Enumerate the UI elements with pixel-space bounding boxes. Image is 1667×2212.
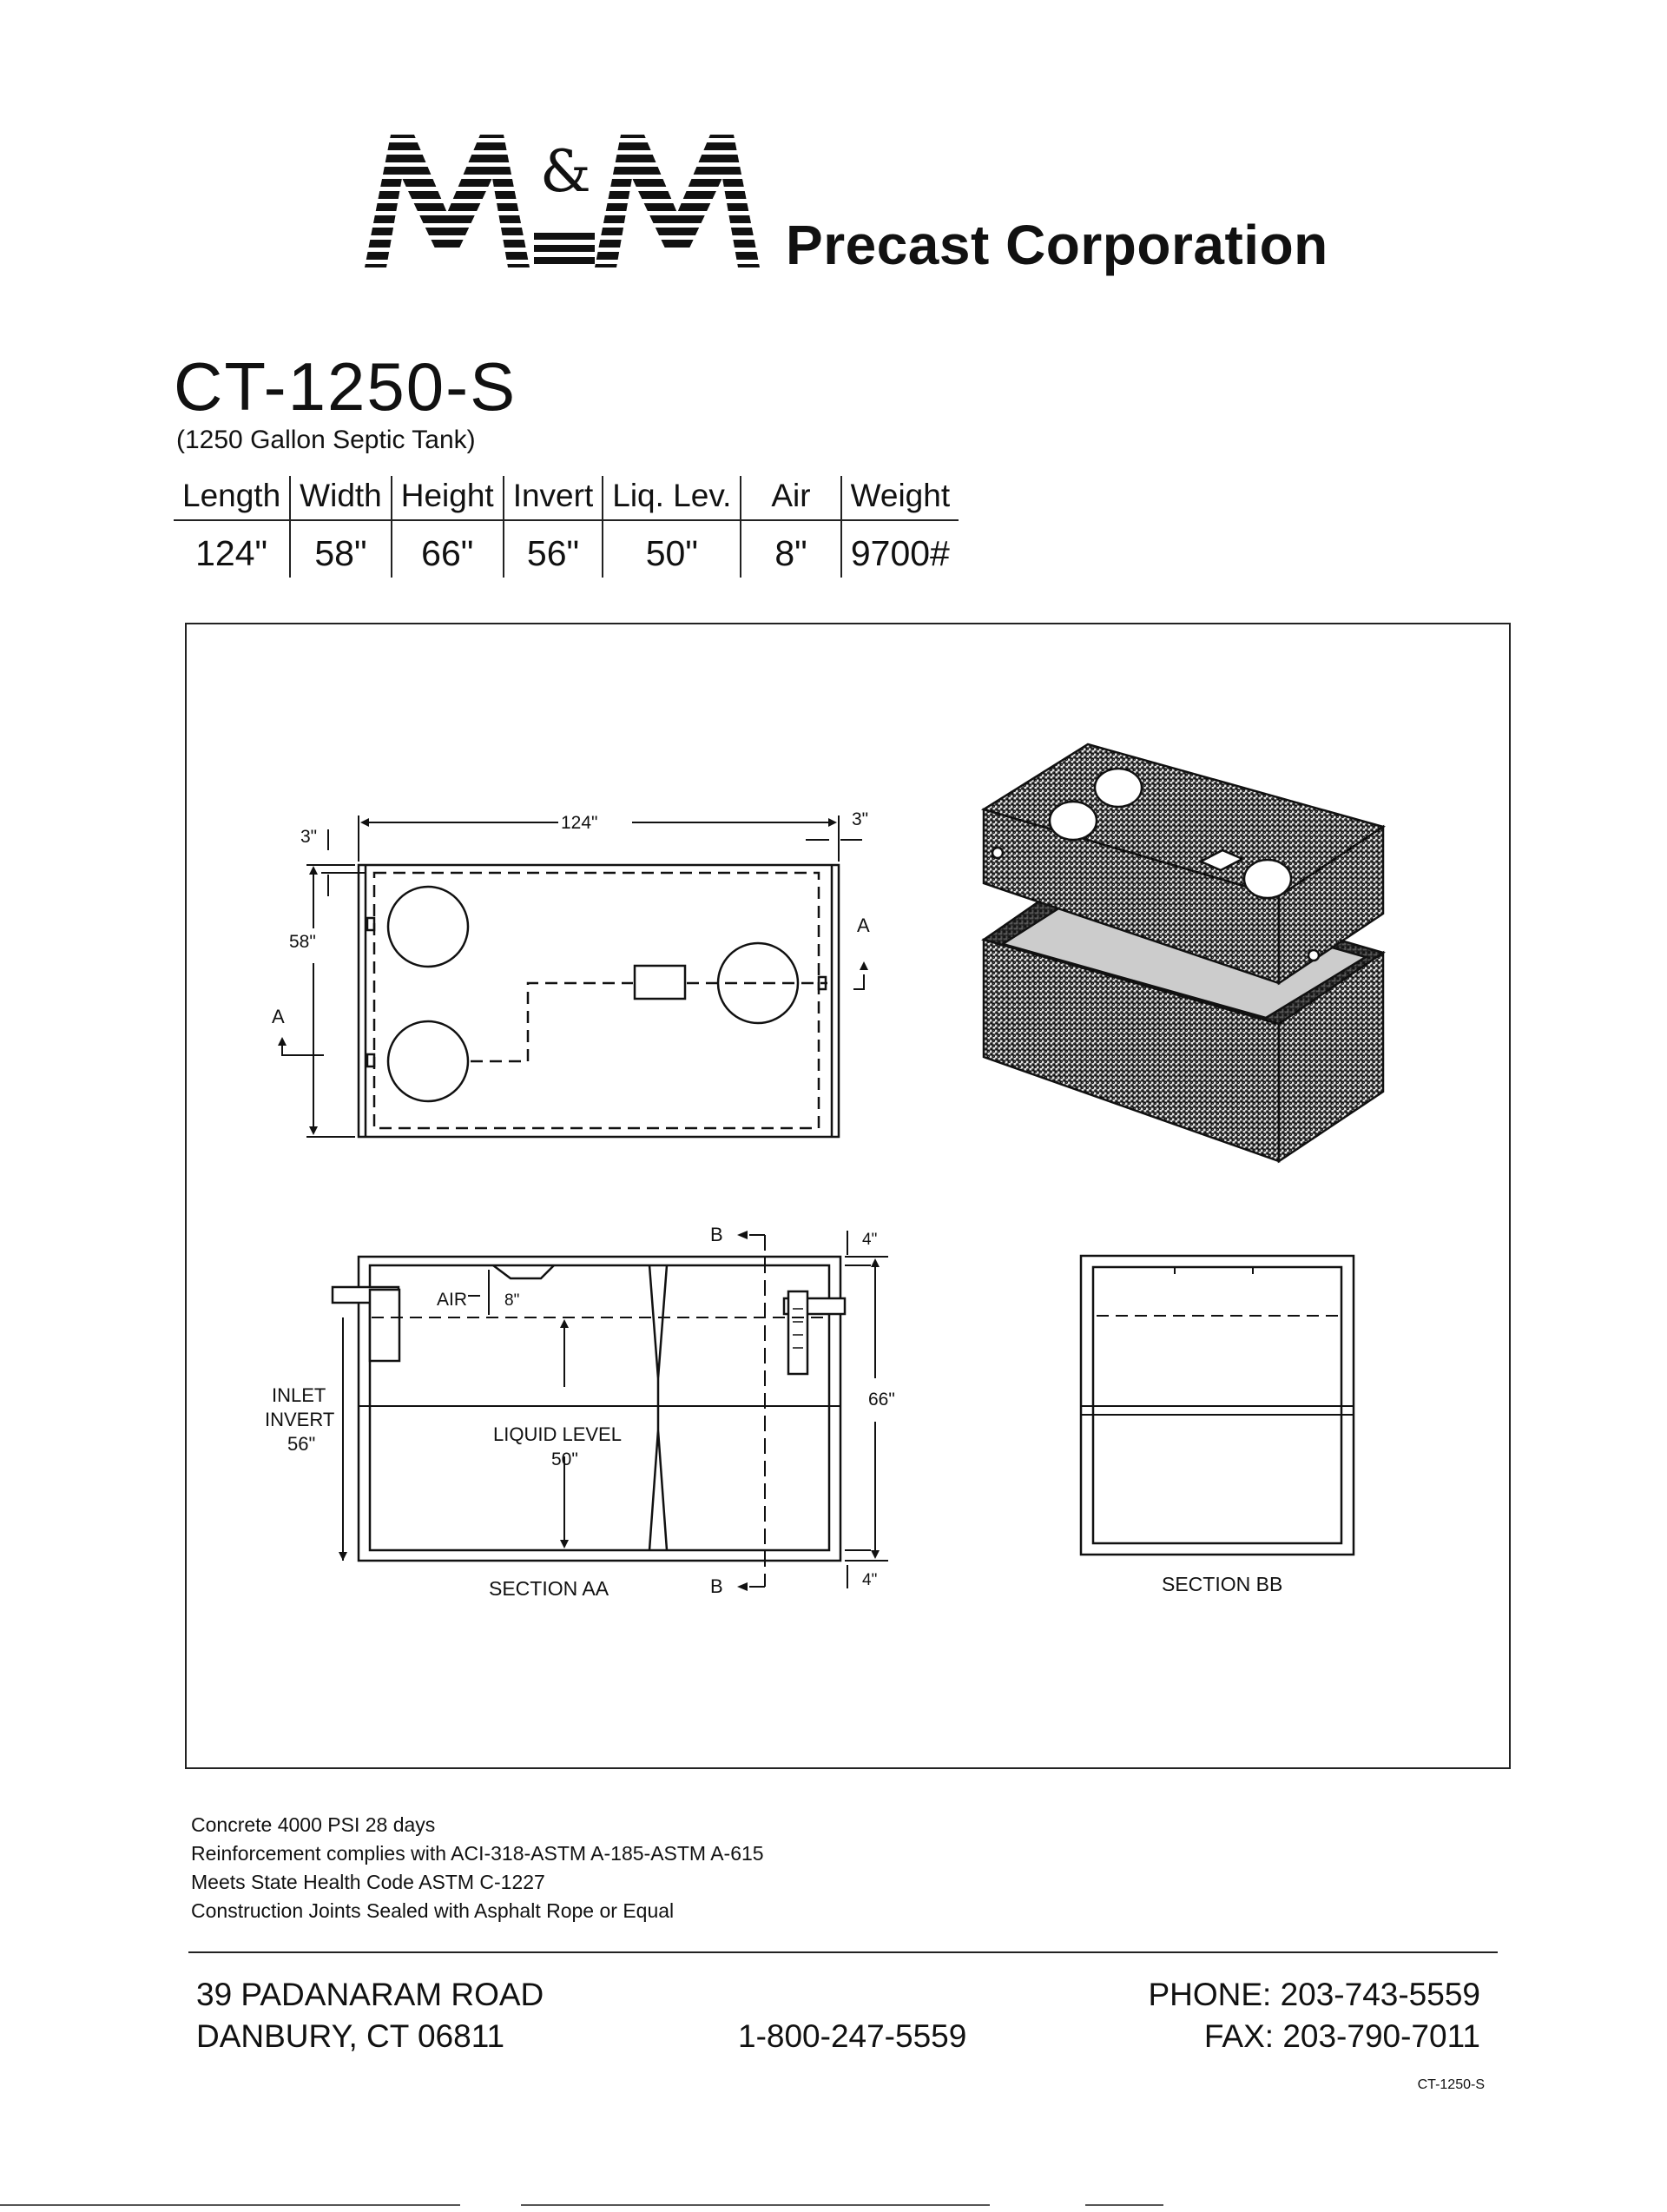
spec-value: 56" — [504, 520, 603, 578]
section-bb-title: SECTION BB — [1162, 1573, 1283, 1595]
spec-header: Length — [174, 476, 290, 520]
note-line: Meets State Health Code ASTM C-1227 — [191, 1871, 545, 1893]
plan-view — [278, 815, 868, 1137]
plan-width-label: 58" — [289, 932, 316, 952]
spec-header: Height — [392, 476, 504, 520]
notes-block — [191, 1811, 764, 1925]
model-number: CT-1250-S — [174, 348, 517, 425]
address-line-1: 39 PADANARAM ROAD — [196, 1977, 544, 2012]
air-label: AIR — [437, 1290, 468, 1310]
note-line: Construction Joints Sealed with Asphalt Rope or Equal — [191, 1899, 675, 1922]
scan-edge-line — [0, 2204, 460, 2206]
section-aa-title: SECTION AA — [489, 1577, 609, 1600]
company-logo — [360, 130, 768, 274]
plan-wall-right-label: 3" — [852, 809, 869, 829]
phone-number: PHONE: 203-743-5559 — [1148, 1977, 1480, 2012]
note-line: Concrete 4000 PSI 28 days — [191, 1813, 436, 1836]
spec-value: 9700# — [841, 520, 959, 578]
company-name: Precast Corporation — [786, 214, 1328, 276]
height-value: 66" — [868, 1390, 895, 1410]
spec-header: Air — [741, 476, 840, 520]
top-wall-value: 4" — [862, 1231, 878, 1249]
air-value: 8" — [504, 1291, 520, 1310]
plan-length-label: 124" — [561, 813, 598, 833]
spec-value: 50" — [603, 520, 741, 578]
isometric-view — [984, 744, 1383, 1161]
spec-header: Weight — [841, 476, 959, 520]
inlet-label-1: INLET — [272, 1384, 326, 1406]
note-line: Reinforcement complies with ACI-318-ASTM A-185-ASTM A-615 — [191, 1842, 764, 1865]
liquid-level-label: LIQUID LEVEL — [493, 1423, 622, 1445]
footer-divider — [188, 1951, 1498, 1953]
spec-header: Liq. Lev. — [603, 476, 741, 520]
svg-text:&: & — [540, 138, 591, 205]
bottom-wall-value: 4" — [862, 1571, 878, 1589]
scan-edge-line — [521, 2204, 990, 2206]
document-code: CT-1250-S — [1417, 2077, 1485, 2092]
plan-section-a-right: A — [857, 915, 870, 936]
inlet-label-2: INVERT — [265, 1409, 335, 1430]
plan-wall-left-label: 3" — [300, 827, 318, 847]
specs-value-row — [174, 520, 959, 578]
section-b-bottom: B — [710, 1575, 723, 1597]
spec-header: Width — [290, 476, 392, 520]
spec-header: Invert — [504, 476, 603, 520]
spec-value: 66" — [392, 520, 504, 578]
specs-header-row — [174, 476, 959, 520]
section-aa-view — [333, 1231, 888, 1591]
model-description: (1250 Gallon Septic Tank) — [176, 426, 476, 454]
address-line-2: DANBURY, CT 06811 — [196, 2018, 505, 2054]
toll-free-number: 1-800-247-5559 — [738, 2018, 967, 2054]
section-b-top: B — [710, 1224, 723, 1245]
fax-number: FAX: 203-790-7011 — [1203, 2018, 1480, 2054]
scan-edge-line — [1085, 2204, 1163, 2206]
spec-value: 124" — [195, 533, 268, 573]
inlet-value: 56" — [287, 1433, 316, 1455]
plan-section-a-left: A — [272, 1006, 285, 1027]
specs-table — [174, 476, 959, 578]
section-bb-view — [1081, 1256, 1354, 1555]
liquid-level-value: 50" — [551, 1449, 578, 1469]
tank-drawing — [185, 623, 1511, 1769]
spec-value: 58" — [290, 520, 392, 578]
spec-value: 8" — [741, 520, 840, 578]
